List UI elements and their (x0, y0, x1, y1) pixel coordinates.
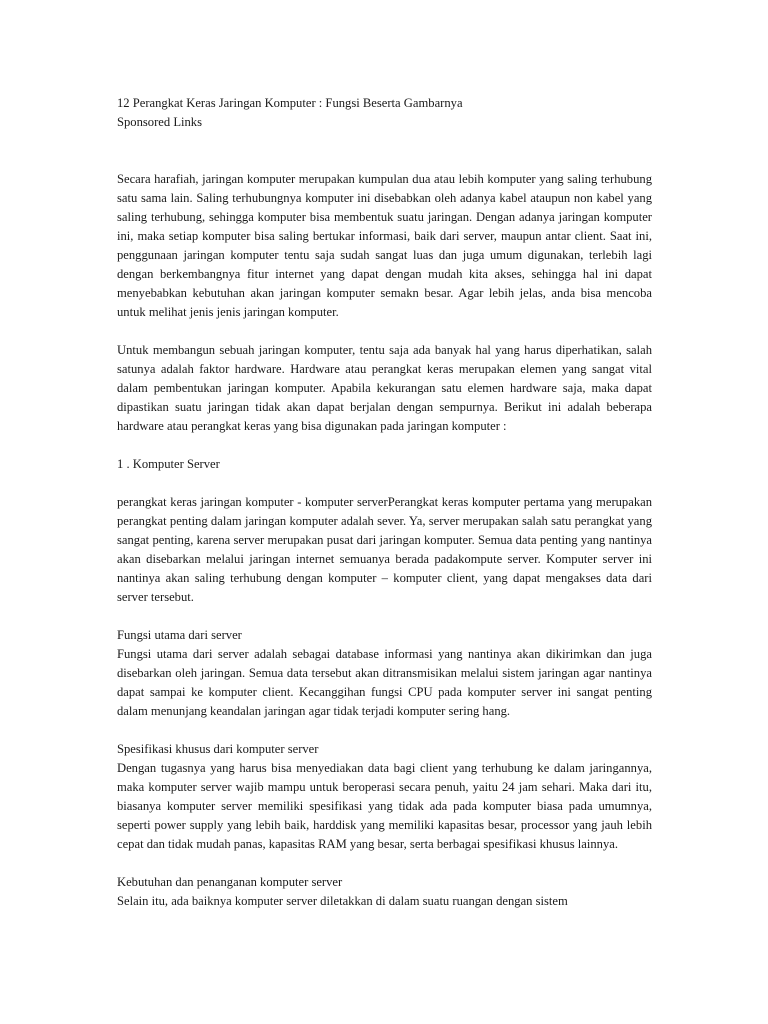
spacer (117, 721, 652, 740)
spacer (117, 132, 652, 170)
spesifikasi-paragraph: Dengan tugasnya yang harus bisa menyediakan data bagi client yang terhubung ke dalam jaringannya, maka komputer server wajib mampu untuk beroperasi secara penuh, yaitu 24 jam sehari. Maka dari itu, biasanya komputer server memiliki spesifikasi yang tidak ada pada komputer biasa pada umumnya, seperti power supply yang lebih baik, harddisk yang memiliki kapasitas besar, processor yang jauh lebih cepat dan tidak mudah panas, kapasitas RAM yang besar, serta berbagai spesifikasi khusus lainnya. (117, 761, 652, 851)
document-page (117, 94, 652, 911)
second-paragraph: Untuk membangun sebuah jaringan komputer, tentu saja ada banyak hal yang harus diperhatikan, salah satunya adalah faktor hardware. Hardware atau perangkat keras merupakan elemen yang sangat vital dalam pembentukan jaringan komputer. Apabila kekurangan satu elemen hardware saja, maka dapat dipastikan suatu jaringan tidak akan dapat berjalan dengan sempurnya. Berikut ini adalah beberapa hardware atau perangkat keras yang bisa digunakan pada jaringan komputer : (117, 343, 652, 433)
intro-paragraph: Secara harafiah, jaringan komputer merupakan kumpulan dua atau lebih komputer yang saling terhubung satu sama lain. Saling terhubungnya komputer ini disebabkan oleh adanya kabel ataupun non kabel yang saling terhubung, sehingga komputer bisa membentuk suatu jaringan. Dengan adanya jaringan komputer ini, maka setiap komputer bisa saling bertukar informasi, baik dari server, maupun antar client. Saat ini, penggunaan jaringan komputer tentu saja sudah sangat luas dan juga umum digunakan, terlebih lagi dengan berkembangnya fitur internet yang dapat dengan mudah kita akses, sehingga hal ini dapat menyebabkan kebutuhan akan jaringan komputer semakn besar. Agar lebih jelas, anda bisa mencoba untuk melihat jenis jenis jaringan komputer. (117, 172, 652, 319)
spacer (117, 607, 652, 626)
spacer (117, 854, 652, 873)
spesifikasi-heading: Spesifikasi khusus dari komputer server (117, 742, 319, 756)
document-title: 12 Perangkat Keras Jaringan Komputer : Fungsi Beserta Gambarnya (117, 96, 463, 110)
spacer (117, 436, 652, 455)
spacer (117, 474, 652, 493)
spacer (117, 322, 652, 341)
fungsi-heading: Fungsi utama dari server (117, 628, 242, 642)
kebutuhan-heading: Kebutuhan dan penanganan komputer server (117, 875, 343, 889)
komputer-server-paragraph: perangkat keras jaringan komputer - komputer serverPerangkat keras komputer pertama yang merupakan perangkat penting dalam jaringan komputer adalah sever. Ya, server merupakan salah satu perangkat yang sangat penting, karena server merupakan pusat dari jaringan komputer. Semua data penting yang nantinya akan disebarkan melalui jaringan internet semuanya berada padakompute server. Komputer server ini nantinya akan saling terhubung dengan komputer – komputer client, yang dapat mengakses data dari server tersebut. (117, 495, 652, 604)
fungsi-paragraph: Fungsi utama dari server adalah sebagai database informasi yang nantinya akan dikirimkan dan juga disebarkan oleh jaringan. Semua data tersebut akan ditransmisikan melalui sistem jaringan agar nantinya dapat sampai ke komputer client. Kecanggihan fungsi CPU pada komputer server ini sangat penting dalam menunjang keandalan jaringan agar tidak terjadi komputer sering hang. (117, 647, 652, 718)
sponsored-links: Sponsored Links (117, 115, 203, 129)
section-heading-komputer-server: 1 . Komputer Server (117, 457, 220, 471)
kebutuhan-paragraph: Selain itu, ada baiknya komputer server diletakkan di dalam suatu ruangan dengan sistem (117, 894, 568, 908)
